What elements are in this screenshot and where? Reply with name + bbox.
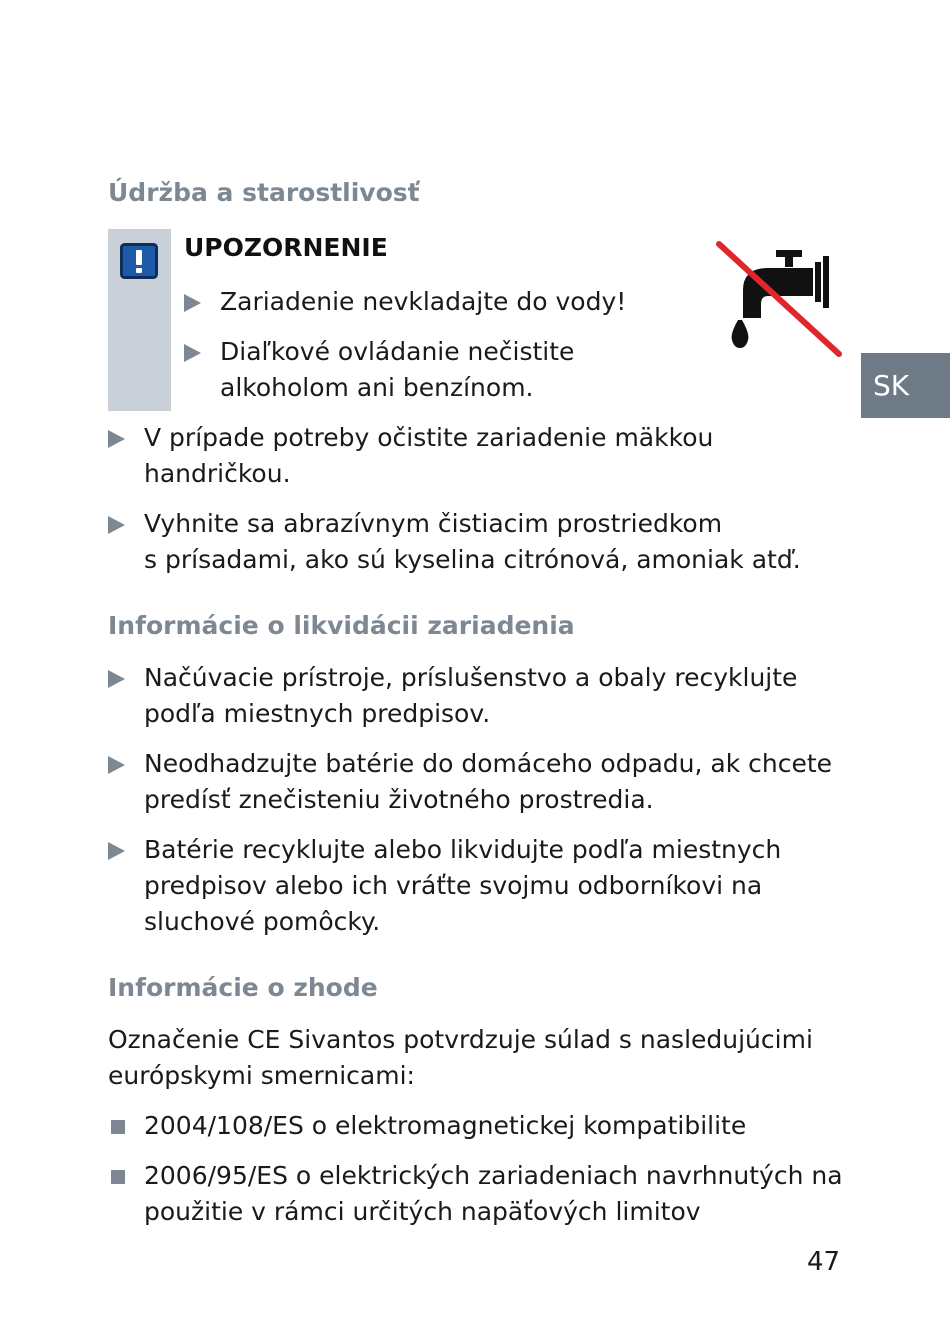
bullet-arrow-icon [184,344,201,362]
text-line: predpisov alebo ich vráťte svojmu odborníkovi na [144,871,763,900]
page-number: 47 [807,1247,841,1277]
text-line: s prísadami, ako sú kyselina citrónová, amoniak atď. [144,545,801,574]
no-water-faucet-icon [713,238,845,360]
text-line: Označenie CE Sivantos potvrdzuje súlad s nasledujúcimi [108,1025,813,1054]
section-heading-disposal: Informácie o likvidácii zariadenia [108,611,575,640]
list-item [108,1158,843,1230]
bullet-arrow-icon [184,294,201,312]
warning-item [184,334,574,406]
language-tab: SK [861,353,950,418]
warning-title: UPOZORNENIE [184,233,388,262]
section-heading-care: Údržba a starostlivosť [108,178,420,207]
bullet-arrow-icon [108,842,125,860]
list-item [108,420,713,492]
list-item [108,832,781,940]
list-item [108,746,832,818]
list-item [108,1108,746,1144]
text-line: Neodhadzujte batérie do domáceho odpadu, ak chcete [144,749,833,778]
text-line: alkoholom ani benzínom. [220,373,534,402]
text-line: Diaľkové ovládanie nečistite [220,337,575,366]
bullet-arrow-icon [108,430,125,448]
text-line: Batérie recyklujte alebo likvidujte podľa miestnych [144,835,782,864]
text-line: Zariadenie nevkladajte do vody! [220,287,627,316]
text-line: Načúvacie prístroje, príslušenstvo a obaly recyklujte [144,663,798,692]
list-item [108,660,797,732]
text-line: európskymi smernicami: [108,1061,415,1090]
text-line: 2004/108/ES o elektromagnetickej kompatibilite [144,1111,747,1140]
conformity-intro [108,1022,813,1094]
text-line: V prípade potreby očistite zariadenie mäkkou [144,423,714,452]
warning-item [184,284,626,320]
text-line: podľa miestnych predpisov. [144,699,491,728]
bullet-square-icon [111,1170,125,1184]
warning-exclamation-icon [120,243,158,279]
bullet-arrow-icon [108,756,125,774]
section-heading-conformity: Informácie o zhode [108,973,378,1002]
text-line: 2006/95/ES o elektrických zariadeniach navrhnutých na [144,1161,843,1190]
bullet-arrow-icon [108,516,125,534]
list-item [108,506,801,578]
text-line: použitie v rámci určitých napäťových limitov [144,1197,701,1226]
bullet-arrow-icon [108,670,125,688]
text-line: Vyhnite sa abrazívnym čistiacim prostriedkom [144,509,723,538]
bullet-square-icon [111,1120,125,1134]
text-line: handričkou. [144,459,291,488]
text-line: sluchové pomôcky. [144,907,381,936]
text-line: predísť znečisteniu životného prostredia. [144,785,654,814]
